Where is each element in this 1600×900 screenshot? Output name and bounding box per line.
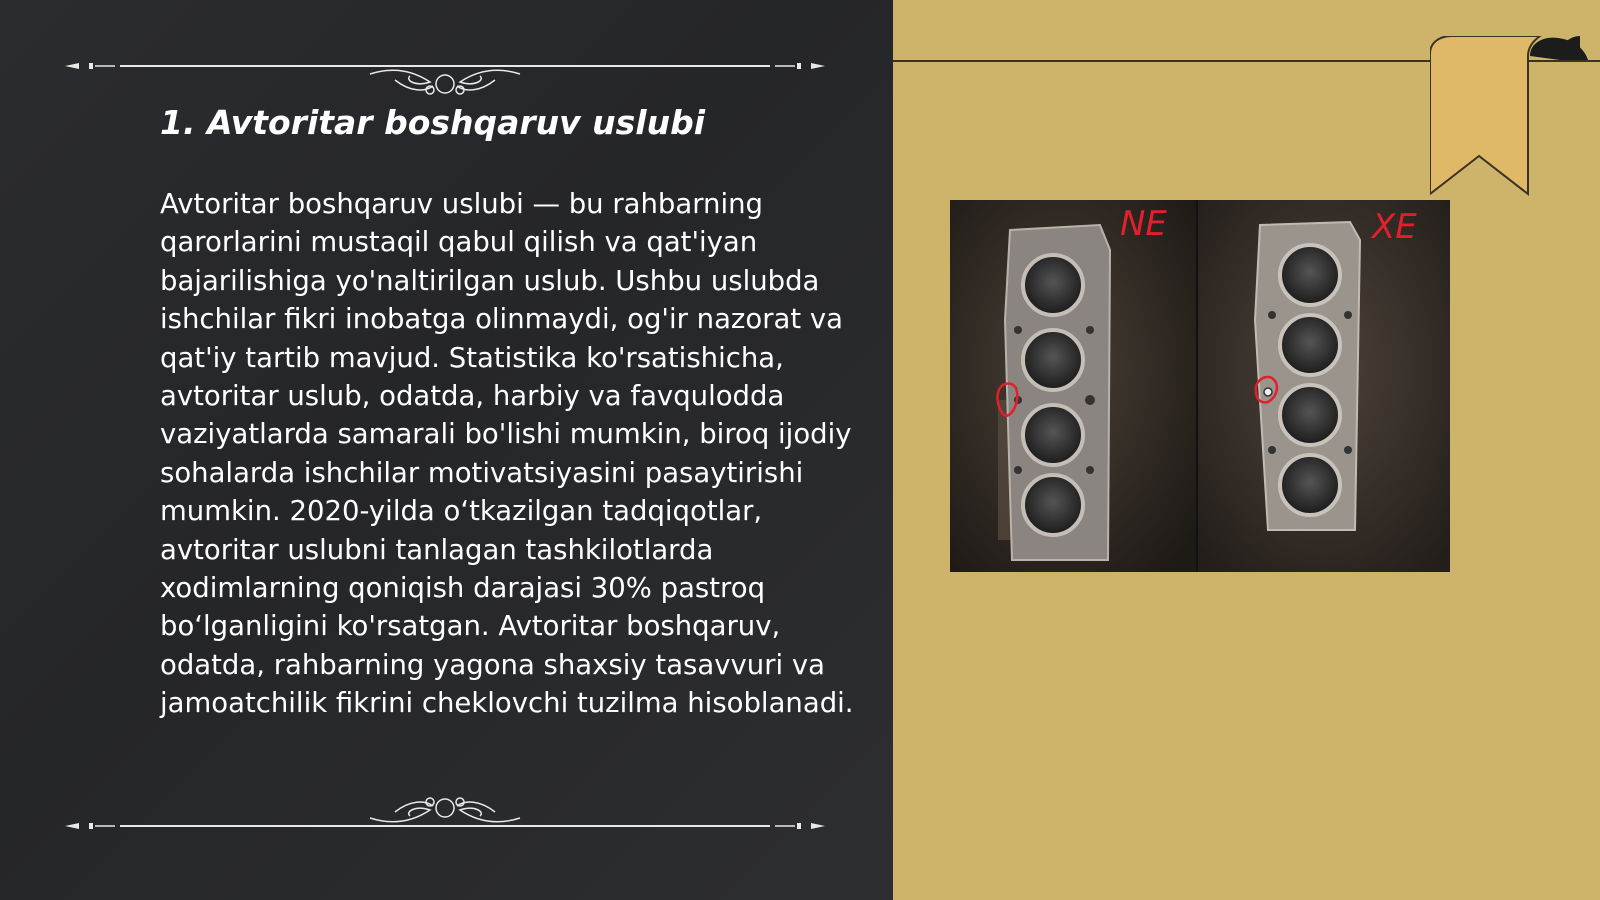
- bookmark-ribbon-icon: [1430, 36, 1590, 196]
- top-ornament-divider: [65, 52, 825, 102]
- photo-label-left: NE: [1120, 204, 1167, 244]
- right-engine-block: [1255, 222, 1360, 530]
- left-engine-block: [998, 225, 1110, 560]
- engine-block-comparison-photo: [950, 200, 1450, 572]
- slide-title: 1. Avtoritar boshqaruv uslubi: [160, 103, 706, 142]
- slide-body-text: Avtoritar boshqaruv uslubi — bu rahbarning qarorlarini mustaqil qabul qilish va qat'iyan bajarilishiga yo'naltirilgan uslub. Ushbu uslubda ishchilar fikri inobatga olinmaydi, og'ir nazorat va qat'iy tartib mavjud. Statistika ko'rsatishicha, avtoritar uslub, odatda, harbiy va favqulodda vaziyatlarda samarali bo'lishi mumkin, biroq ijodiy sohalarda ishchilar motivatsiyasini pasaytirishi mumkin. 2020-yilda o‘tkazilgan tadqiqotlar, avtoritar uslubni tanlagan tashkilotlarda xodimlarning qoniqish darajasi 30% pastroq bo‘lganligini ko'rsatgan. Avtoritar boshqaruv, odatda, rahbarning yagona shaxsiy tasavvuri va jamoatchilik fikrini cheklovchi tuzilma hisoblanadi.: [160, 188, 854, 720]
- bottom-ornament-divider: [65, 786, 825, 836]
- photo-label-right: XE: [1372, 207, 1417, 247]
